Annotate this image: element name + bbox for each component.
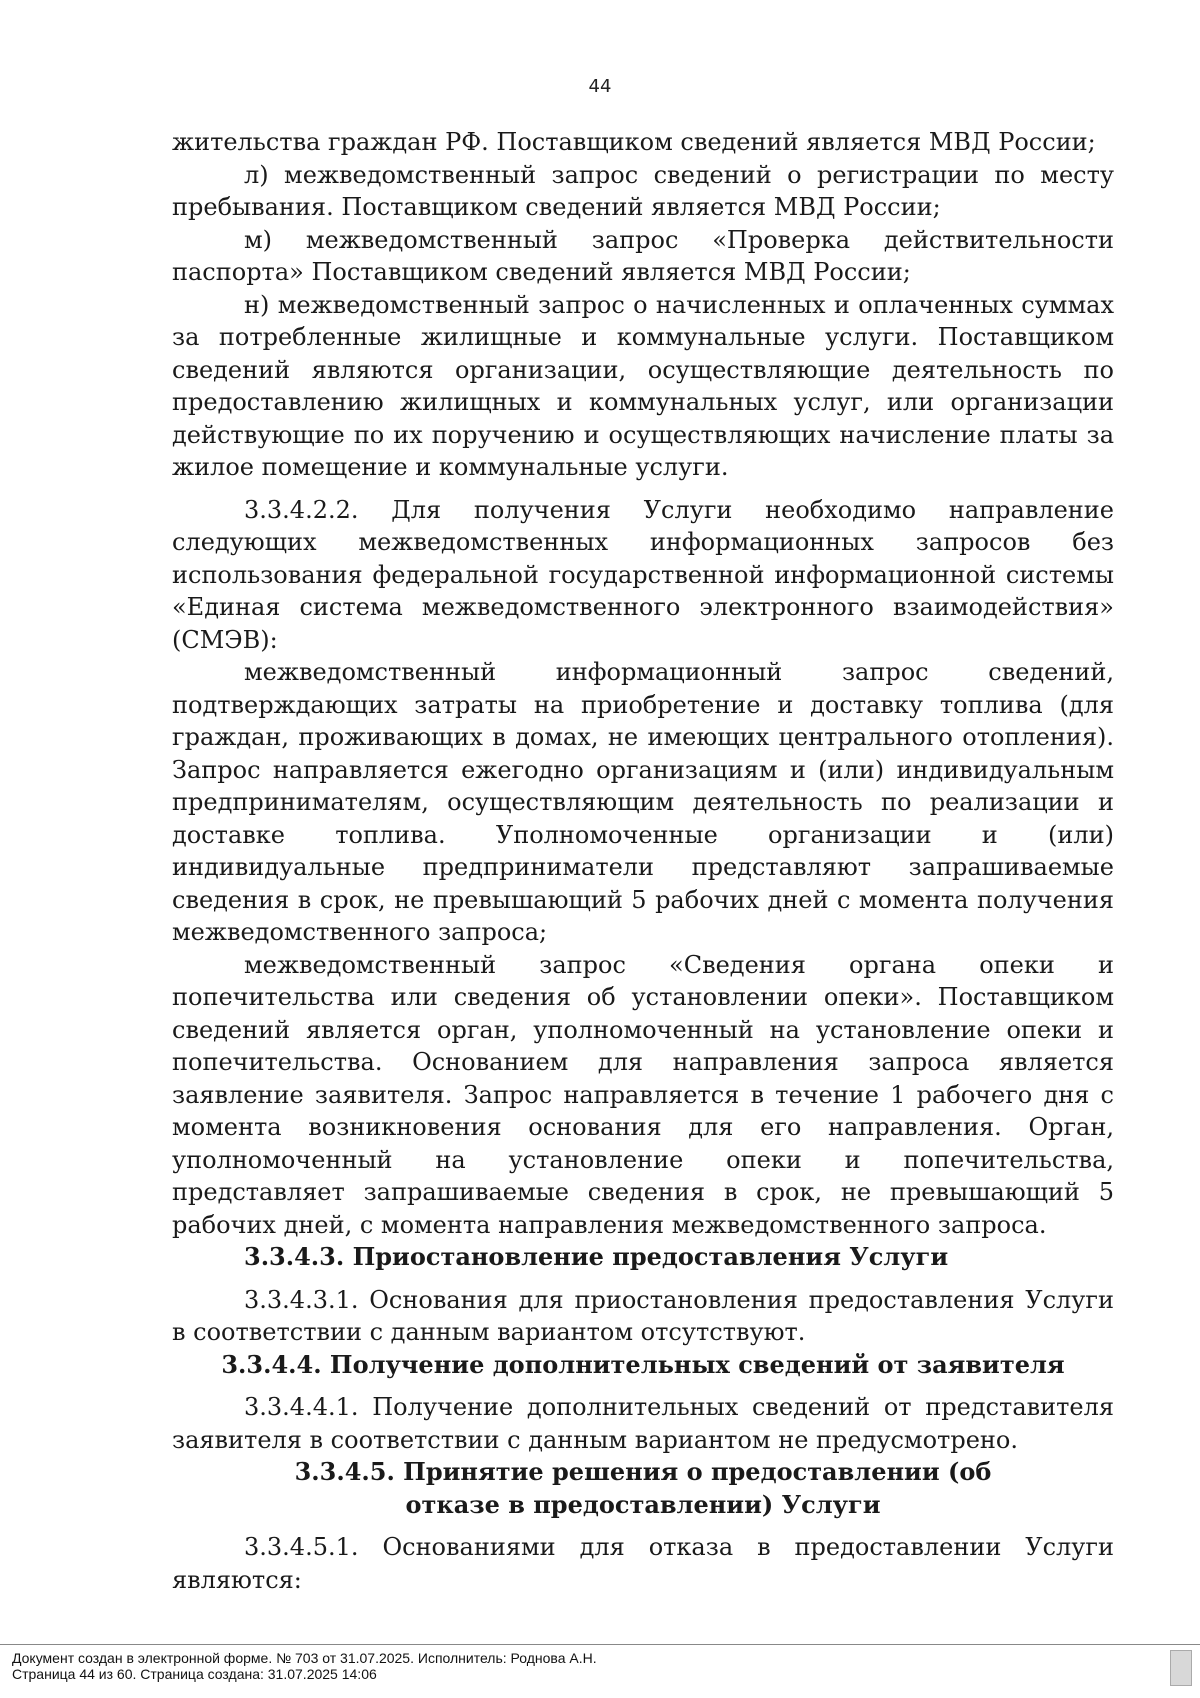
paragraph-3-3-4-2-2: 3.3.4.2.2. Для получения Услуги необходимо направление следующих межведомственных информационных запросов без использования федеральной государственной информационной системы «Единая система межведомственного электронного взаимодействия» (СМЭВ): <box>172 495 1114 654</box>
list-item-m: м) межведомственный запрос «Проверка действительности паспорта» Поставщиком сведений является МВД России; <box>172 225 1114 286</box>
list-item-n: н) межведомственный запрос о начисленных и оплаченных суммах за потребленные жилищные и коммунальные услуги. Поставщиком сведений являются организации, осуществляющие деятельность по предоставлению жилищных и коммунальных услуг, или организации действующие по их поручению и осуществляющих начисление платы за жилое помещение и коммунальные услуги. <box>172 290 1114 481</box>
list-item-l: л) межведомственный запрос сведений о регистрации по месту пребывания. Поставщиком сведений является МВД России; <box>172 160 1114 221</box>
document-body <box>172 126 1114 1596</box>
footer-line-1: Документ создан в электронной форме. № 703 от 31.07.2025. Исполнитель: Роднова А.Н. <box>12 1650 597 1666</box>
paragraph: жительства граждан РФ. Поставщиком сведений является МВД России; <box>172 128 1096 156</box>
page-number: 44 <box>588 76 612 97</box>
emblem-icon <box>1170 1650 1192 1686</box>
footer-line-2: Страница 44 из 60. Страница создана: 31.07.2025 14:06 <box>12 1666 377 1682</box>
heading-3-3-4-3: 3.3.4.3. Приостановление предоставления Услуги <box>244 1242 949 1271</box>
footer-divider <box>0 1644 1200 1645</box>
document-footer <box>12 1650 1142 1682</box>
paragraph-guardianship-request: межведомственный запрос «Сведения органа опеки и попечительства или сведения об установлении опеки». Поставщиком сведений является орган, уполномоченный на установление опеки и попечительства. Основанием для направления запроса является заявление заявителя. Запрос направляется в течение 1 рабочего дня с момента возникновения основания для его направления. Орган, уполномоченный на установление опеки и попечительства, представляет запрашиваемые сведения в срок, не превышающий 5 рабочих дней, с момента направления межведомственного запроса. <box>172 950 1114 1239</box>
paragraph-3-3-4-3-1: 3.3.4.3.1. Основания для приостановления предоставления Услуги в соответствии с данным вариантом отсутствуют. <box>172 1285 1114 1346</box>
heading-3-3-4-5: 3.3.4.5. Принятие решения о предоставлении (об отказе в предоставлении) Услуги <box>294 1457 992 1519</box>
heading-3-3-4-4: 3.3.4.4. Получение дополнительных сведений от заявителя <box>221 1349 1065 1379</box>
paragraph-3-3-4-4-1: 3.3.4.4.1. Получение дополнительных сведений от представителя заявителя в соответствии с данным вариантом не предусмотрено. <box>172 1393 1114 1454</box>
paragraph-fuel-request: межведомственный информационный запрос сведений, подтверждающих затраты на приобретение и доставку топлива (для граждан, проживающих в домах, не имеющих центрального отопления). Запрос направляется ежегодно организациям и (или) индивидуальным предпринимателям, осуществляющим деятельность по реализации и доставке топлива. Уполномоченные организации и (или) индивидуальные предприниматели представляют запрашиваемые сведения в срок, не превышающий 5 рабочих дней с момента получения межведомственного запроса; <box>172 658 1114 946</box>
paragraph-3-3-4-5-1: 3.3.4.5.1. Основаниями для отказа в предоставлении Услуги являются: <box>172 1533 1114 1594</box>
